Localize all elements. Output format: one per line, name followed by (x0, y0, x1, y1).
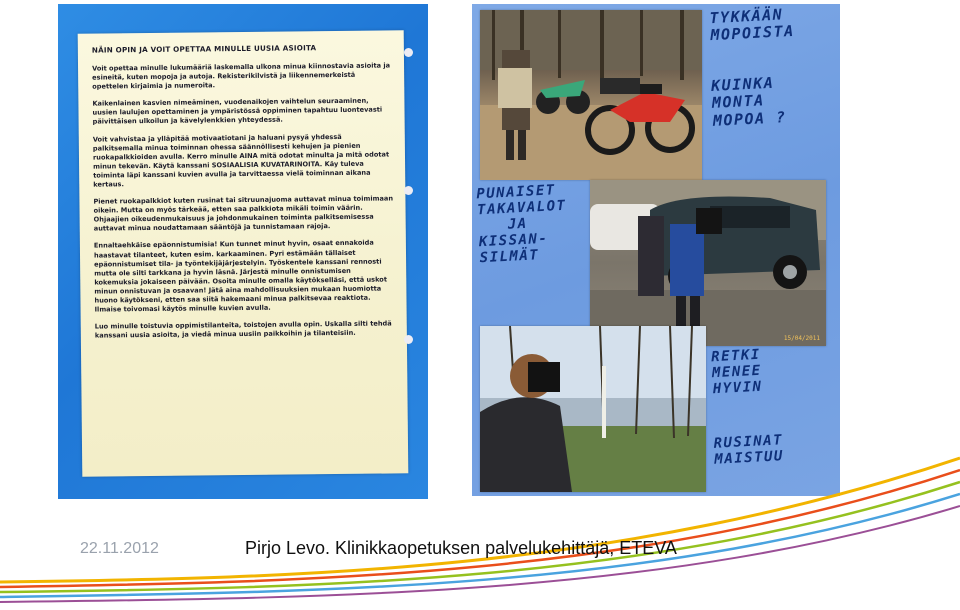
instruction-paragraph: Voit opettaa minulle lukumääriä laskemalla ulkona minua kiinnostavia asioita ja esineitä, kuten mopoja ja autoja. Rekisterikilvistä ja liikennemerkeistä opettelen kirjaimia ja numeroita. (92, 61, 391, 91)
caption-trip-goes-well: RETKI MENEE HYVIN (710, 346, 763, 398)
binder-hole (404, 48, 413, 57)
left-photo-sheet (58, 4, 428, 499)
instruction-paragraph: Ennaltaehkäise epäonnistumisia! Kun tunnet minut hyvin, osaat ennakoida haastavat tilanteet, kuten esim. karkaaminen. Pyri estämään tällaiset epäonnistumiset tila- ja työntekijäjärjestelyin. Työskentele kanssani rennosti mutta ole silti tarkkana ja hyvin läsnä. Järjestä minulle onnistumisen kokemuksia jokaiseen päivään. Osoita minulle omalla käytökselläsi, että uskot minun onnistuvan ja osaavan! Jätä aina mahdollisuuksien mukaan huomiotta huono käytökseni, etten saa siitä hakemaani minua palkitsevaa reaktiota. Ilmaise toivomasi käytös minulle kuvien avulla. (93, 239, 388, 314)
instruction-paper (78, 30, 409, 476)
instruction-paragraph: Voit vahvistaa ja ylläpitää motivaatiotani ja haluani pysyä yhdessä palkitsemalla minua toiminnan ohessa säännöllisesti kehujen ja pienien ruokapalkkioiden avulla. Kerro minulle AINA mitä odotat minulta ja mitä odotat minun tekevän. Käytä kanssani SOSIAALISIA KUVATARINOITA. Käy tuleva toiminta läpi kanssani kuvien avulla ja tarvittaessa vielä toiminnan aikana kertaus. (92, 132, 390, 189)
mopeds-scene (480, 10, 702, 180)
binder-hole (404, 186, 413, 195)
footer-author-line: Pirjo Levo. Klinikkaopetuksen palvelukehittäjä, ETEVA (245, 538, 677, 558)
instruction-text (92, 42, 395, 348)
caption-likes-mopeds: TYKKÄÄN MOPOISTA (709, 5, 796, 45)
instruction-paragraph: Luo minulle toistuvia oppimistilanteita, toistojen avulla opin. Uskalla silti tehdä kanssani uusia asioita, ja viedä minua uusiin paikkoihin ja tilanteisiin. (94, 319, 392, 340)
right-photo-collage (472, 4, 840, 496)
instruction-paragraph: Kaikenlainen kasvien nimeäminen, vuodenaikojen vaihtelun seuraaminen, uusien laulujen opettaminen ja ympäristössä oppiminen tapahtuu luontevasti päivittäisen ulkoilun ja kävelylenkkien yhteydessä. (92, 96, 383, 126)
footer-date: 22.11.2012 (80, 540, 159, 557)
car-scene (590, 180, 826, 346)
photo-date-stamp: 15/04/2011 (783, 335, 820, 342)
caption-raisins-taste-good: RUSINAT MAISTUU (713, 432, 785, 468)
instruction-paragraph: Pienet ruokapalkkiot kuten rusinat tai sitruunajuoma auttavat minua toimimaan oikein. Mutta on myös tärkeää, etten saa palkkiota mikäli toimin väärin. Ohjaajien oikeudenmukaisuus ja johdonmukainen toiminta palkitsemisessa auttavat minua noudattamaan sääntöjä ja tunnistamaan rajoja. (93, 194, 394, 233)
binder-hole (404, 335, 413, 344)
caption-how-many-mopeds: KUINKA MONTA MOPOA ? (710, 73, 788, 130)
photo-car (590, 180, 826, 346)
instruction-heading: NÄIN OPIN JA VOIT OPETTAA MINULLE UUSIA ASIOITA (91, 43, 317, 55)
photo-mopeds (480, 10, 702, 180)
footer-swoosh-decoration (0, 440, 960, 610)
caption-red-taillights: PUNAISET TAKAVALOT JA KISSAN- SILMÄT (475, 182, 567, 267)
